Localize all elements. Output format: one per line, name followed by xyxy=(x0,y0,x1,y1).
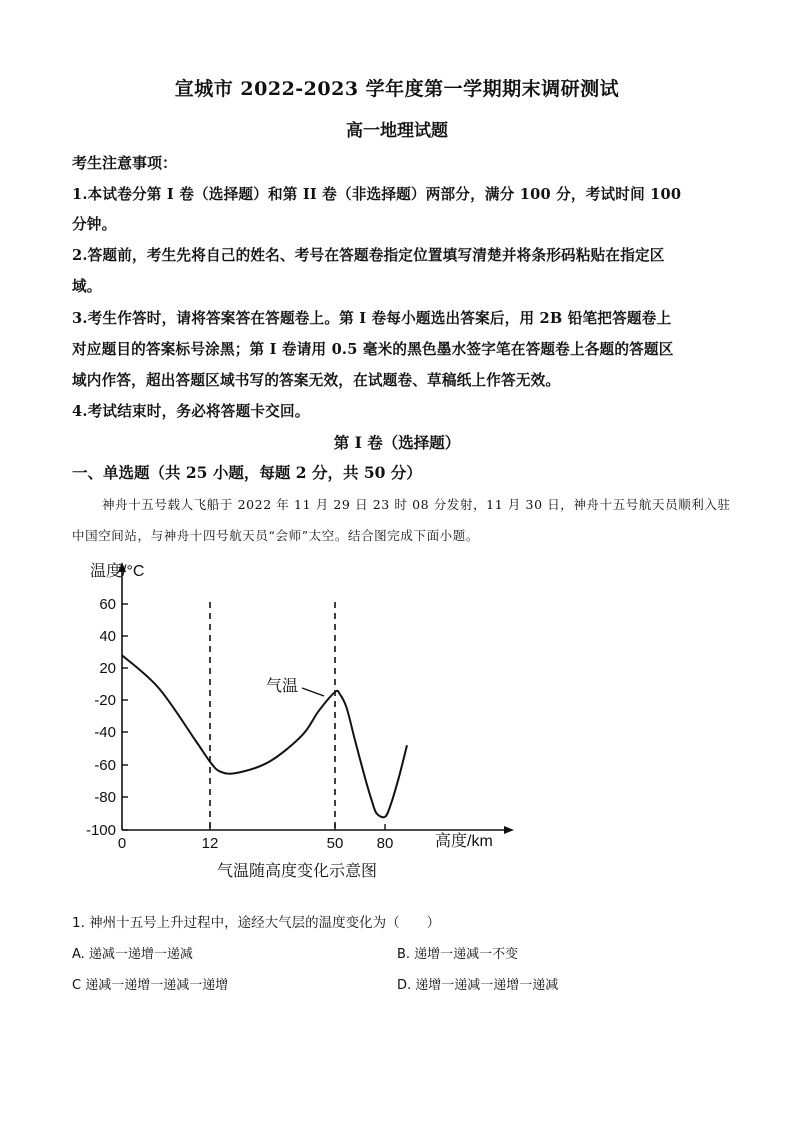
option-b[interactable]: B. 递增一递减一不变 xyxy=(397,947,519,962)
x-tick-label: 0 xyxy=(117,835,127,852)
notice-line: 分钟。 xyxy=(72,216,117,233)
option-a[interactable]: A. 递减一递增一递减 xyxy=(72,947,193,962)
chart-axes xyxy=(118,562,514,834)
y-axis-label: 温度/°C xyxy=(90,563,145,580)
y-tick-label: -60 xyxy=(94,757,116,774)
exam-title: 宣城市 2022-2023 学年度第一学期期末调研测试 xyxy=(174,78,620,100)
x-tick-label: 12 xyxy=(201,835,219,852)
notice-heading: 考生注意事项： xyxy=(72,154,178,172)
notice-line: 域内作答，超出答题区域书写的答案无效，在试题卷、草稿纸上作答无效。 xyxy=(72,372,561,389)
y-tick-label: 40 xyxy=(99,628,116,645)
context-line: 中国空间站，与神舟十四号航天员“会师”太空。结合图完成下面小题。 xyxy=(72,528,479,543)
y-tick-label: -40 xyxy=(94,724,116,741)
option-c[interactable]: C 递减一递增一递减一递增 xyxy=(72,978,229,993)
part-heading: 一、单选题（共 25 小题，每题 2 分，共 50 分） xyxy=(72,463,422,482)
exam-subtitle: 高一地理试题 xyxy=(346,121,448,141)
series-label: 气温 xyxy=(266,678,299,695)
notice-line: 4.考试结束时，务必将答题卡交回。 xyxy=(72,403,310,420)
y-tick-label: -80 xyxy=(94,789,116,806)
context-line: 神舟十五号载人飞船于 2022 年 11 月 29 日 23 时 08 分发射，11 月 30 日，神舟十五号航天员顺利入驻 xyxy=(102,497,731,512)
question-stem: 1. 神州十五号上升过程中，途经大气层的温度变化为（ ） xyxy=(72,915,441,931)
chart-title: 气温随高度变化示意图 xyxy=(217,863,378,880)
section-title: 第 I 卷（选择题） xyxy=(333,433,461,452)
notice-line: 2.答题前，考生先将自己的姓名、考号在答题卷指定位置填写清楚并将条形码粘贴在指定区 xyxy=(72,247,665,264)
chart-ticks xyxy=(86,596,393,852)
option-d[interactable]: D. 递增一递减一递增一递减 xyxy=(397,978,559,993)
notice-line: 对应题目的答案标号涂黑；第 I 卷请用 0.5 毫米的黑色墨水签字笔在答题卷上各题的答题区 xyxy=(72,341,674,358)
y-tick-label: 60 xyxy=(99,596,116,613)
notice-line: 1.本试卷分第 I 卷（选择题）和第 II 卷（非选择题）两部分，满分 100 分，考试时间 100 xyxy=(72,186,682,203)
temperature-curve xyxy=(122,655,407,817)
y-tick-label: -100 xyxy=(85,822,116,839)
y-tick-label: 20 xyxy=(99,660,116,677)
notice-line: 域。 xyxy=(72,278,102,295)
chart-series xyxy=(122,655,407,817)
notice-line: 3.考生作答时，请将答案答在答题卷上。第 I 卷每小题选出答案后，用 2B 铅笔把答题卷上 xyxy=(72,310,672,327)
temperature-altitude-chart xyxy=(80,556,520,886)
x-tick-label: 80 xyxy=(376,835,394,852)
x-tick-label: 50 xyxy=(326,835,344,852)
x-axis-arrow xyxy=(504,826,514,834)
series-label-leader xyxy=(302,688,324,696)
x-axis-label: 高度/km xyxy=(435,833,493,850)
y-tick-label: -20 xyxy=(94,692,116,709)
